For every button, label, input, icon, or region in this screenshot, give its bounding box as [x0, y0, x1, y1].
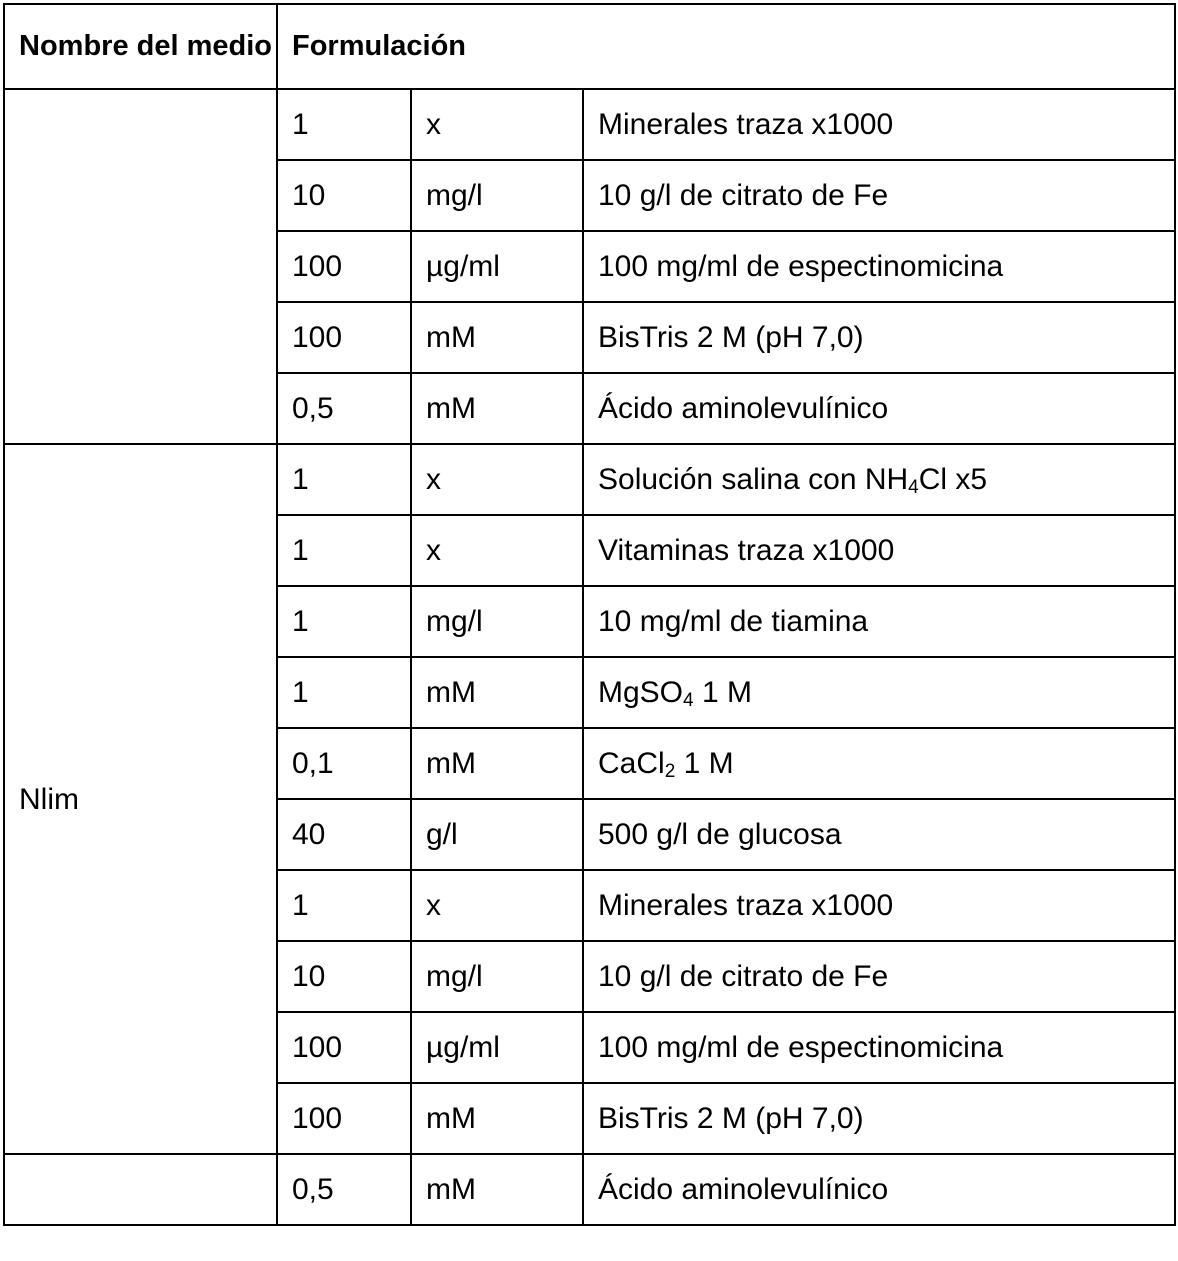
description-cell	[583, 728, 1175, 799]
unit-cell: mM	[411, 1154, 583, 1225]
description-cell	[583, 373, 1175, 444]
description-text: 100 mg/ml de espectinomicina	[598, 250, 1003, 283]
quantity-cell: 0,5	[277, 373, 411, 444]
unit-cell: x	[411, 515, 583, 586]
description-cell	[583, 1012, 1175, 1083]
description-cell	[583, 1154, 1175, 1225]
description-text: Ácido aminolevulínico	[598, 392, 888, 425]
description-cell	[583, 515, 1175, 586]
quantity-cell: 1	[277, 89, 411, 160]
description-text: Minerales traza x1000	[598, 108, 893, 141]
unit-cell: g/l	[411, 799, 583, 870]
description-cell	[583, 1083, 1175, 1154]
description-text: 500 g/l de glucosa	[598, 818, 842, 851]
quantity-cell: 10	[277, 160, 411, 231]
header-medium-name: Nombre del medio	[4, 4, 277, 89]
header-formulation: Formulación	[277, 4, 1175, 89]
quantity-cell: 40	[277, 799, 411, 870]
quantity-cell: 1	[277, 444, 411, 515]
quantity-cell: 100	[277, 1012, 411, 1083]
quantity-cell: 1	[277, 870, 411, 941]
unit-cell: mg/l	[411, 941, 583, 1012]
description-suffix: Cl x5	[919, 463, 987, 496]
medium-name-cell	[4, 89, 277, 444]
description-text: Vitaminas traza x1000	[598, 534, 894, 567]
quantity-cell: 100	[277, 231, 411, 302]
description-text: 10 g/l de citrato de Fe	[598, 179, 888, 212]
table-row	[4, 444, 1175, 515]
description-cell	[583, 657, 1175, 728]
medium-name-cell	[4, 1154, 277, 1225]
unit-cell: mM	[411, 1083, 583, 1154]
description-cell	[583, 231, 1175, 302]
unit-cell: mg/l	[411, 586, 583, 657]
description-cell	[583, 870, 1175, 941]
description-text: Minerales traza x1000	[598, 889, 893, 922]
description-cell	[583, 799, 1175, 870]
description-text: BisTris 2 M (pH 7,0)	[598, 1102, 864, 1135]
description-text: Solución salina con NH	[598, 463, 908, 496]
unit-cell: mM	[411, 657, 583, 728]
description-text: 10 g/l de citrato de Fe	[598, 960, 888, 993]
description-subscript: 4	[683, 690, 694, 711]
description-text: CaCl	[598, 747, 665, 780]
unit-cell: mM	[411, 302, 583, 373]
description-text: MgSO	[598, 676, 683, 709]
description-subscript: 2	[665, 761, 676, 782]
quantity-cell: 0,5	[277, 1154, 411, 1225]
unit-cell: x	[411, 870, 583, 941]
description-text: 10 mg/ml de tiamina	[598, 605, 868, 638]
quantity-cell: 0,1	[277, 728, 411, 799]
description-cell	[583, 160, 1175, 231]
quantity-cell: 1	[277, 657, 411, 728]
description-cell	[583, 302, 1175, 373]
quantity-cell: 1	[277, 515, 411, 586]
unit-cell: mM	[411, 373, 583, 444]
description-cell	[583, 941, 1175, 1012]
quantity-cell: 10	[277, 941, 411, 1012]
description-suffix: 1 M	[675, 747, 733, 780]
unit-cell: µg/ml	[411, 231, 583, 302]
description-cell	[583, 444, 1175, 515]
description-cell	[583, 586, 1175, 657]
description-suffix: 1 M	[694, 676, 752, 709]
media-formulation-table	[3, 3, 1176, 1226]
quantity-cell: 1	[277, 586, 411, 657]
description-cell	[583, 89, 1175, 160]
unit-cell: x	[411, 89, 583, 160]
quantity-cell: 100	[277, 1083, 411, 1154]
table-row	[4, 89, 1175, 160]
description-text: BisTris 2 M (pH 7,0)	[598, 321, 864, 354]
unit-cell: x	[411, 444, 583, 515]
quantity-cell: 100	[277, 302, 411, 373]
description-subscript: 4	[908, 477, 919, 498]
description-text: Ácido aminolevulínico	[598, 1173, 888, 1206]
unit-cell: mM	[411, 728, 583, 799]
medium-name-cell: Nlim	[4, 444, 277, 1154]
unit-cell: mg/l	[411, 160, 583, 231]
header-row	[4, 4, 1175, 89]
table-row	[4, 1154, 1175, 1225]
unit-cell: µg/ml	[411, 1012, 583, 1083]
description-text: 100 mg/ml de espectinomicina	[598, 1031, 1003, 1064]
